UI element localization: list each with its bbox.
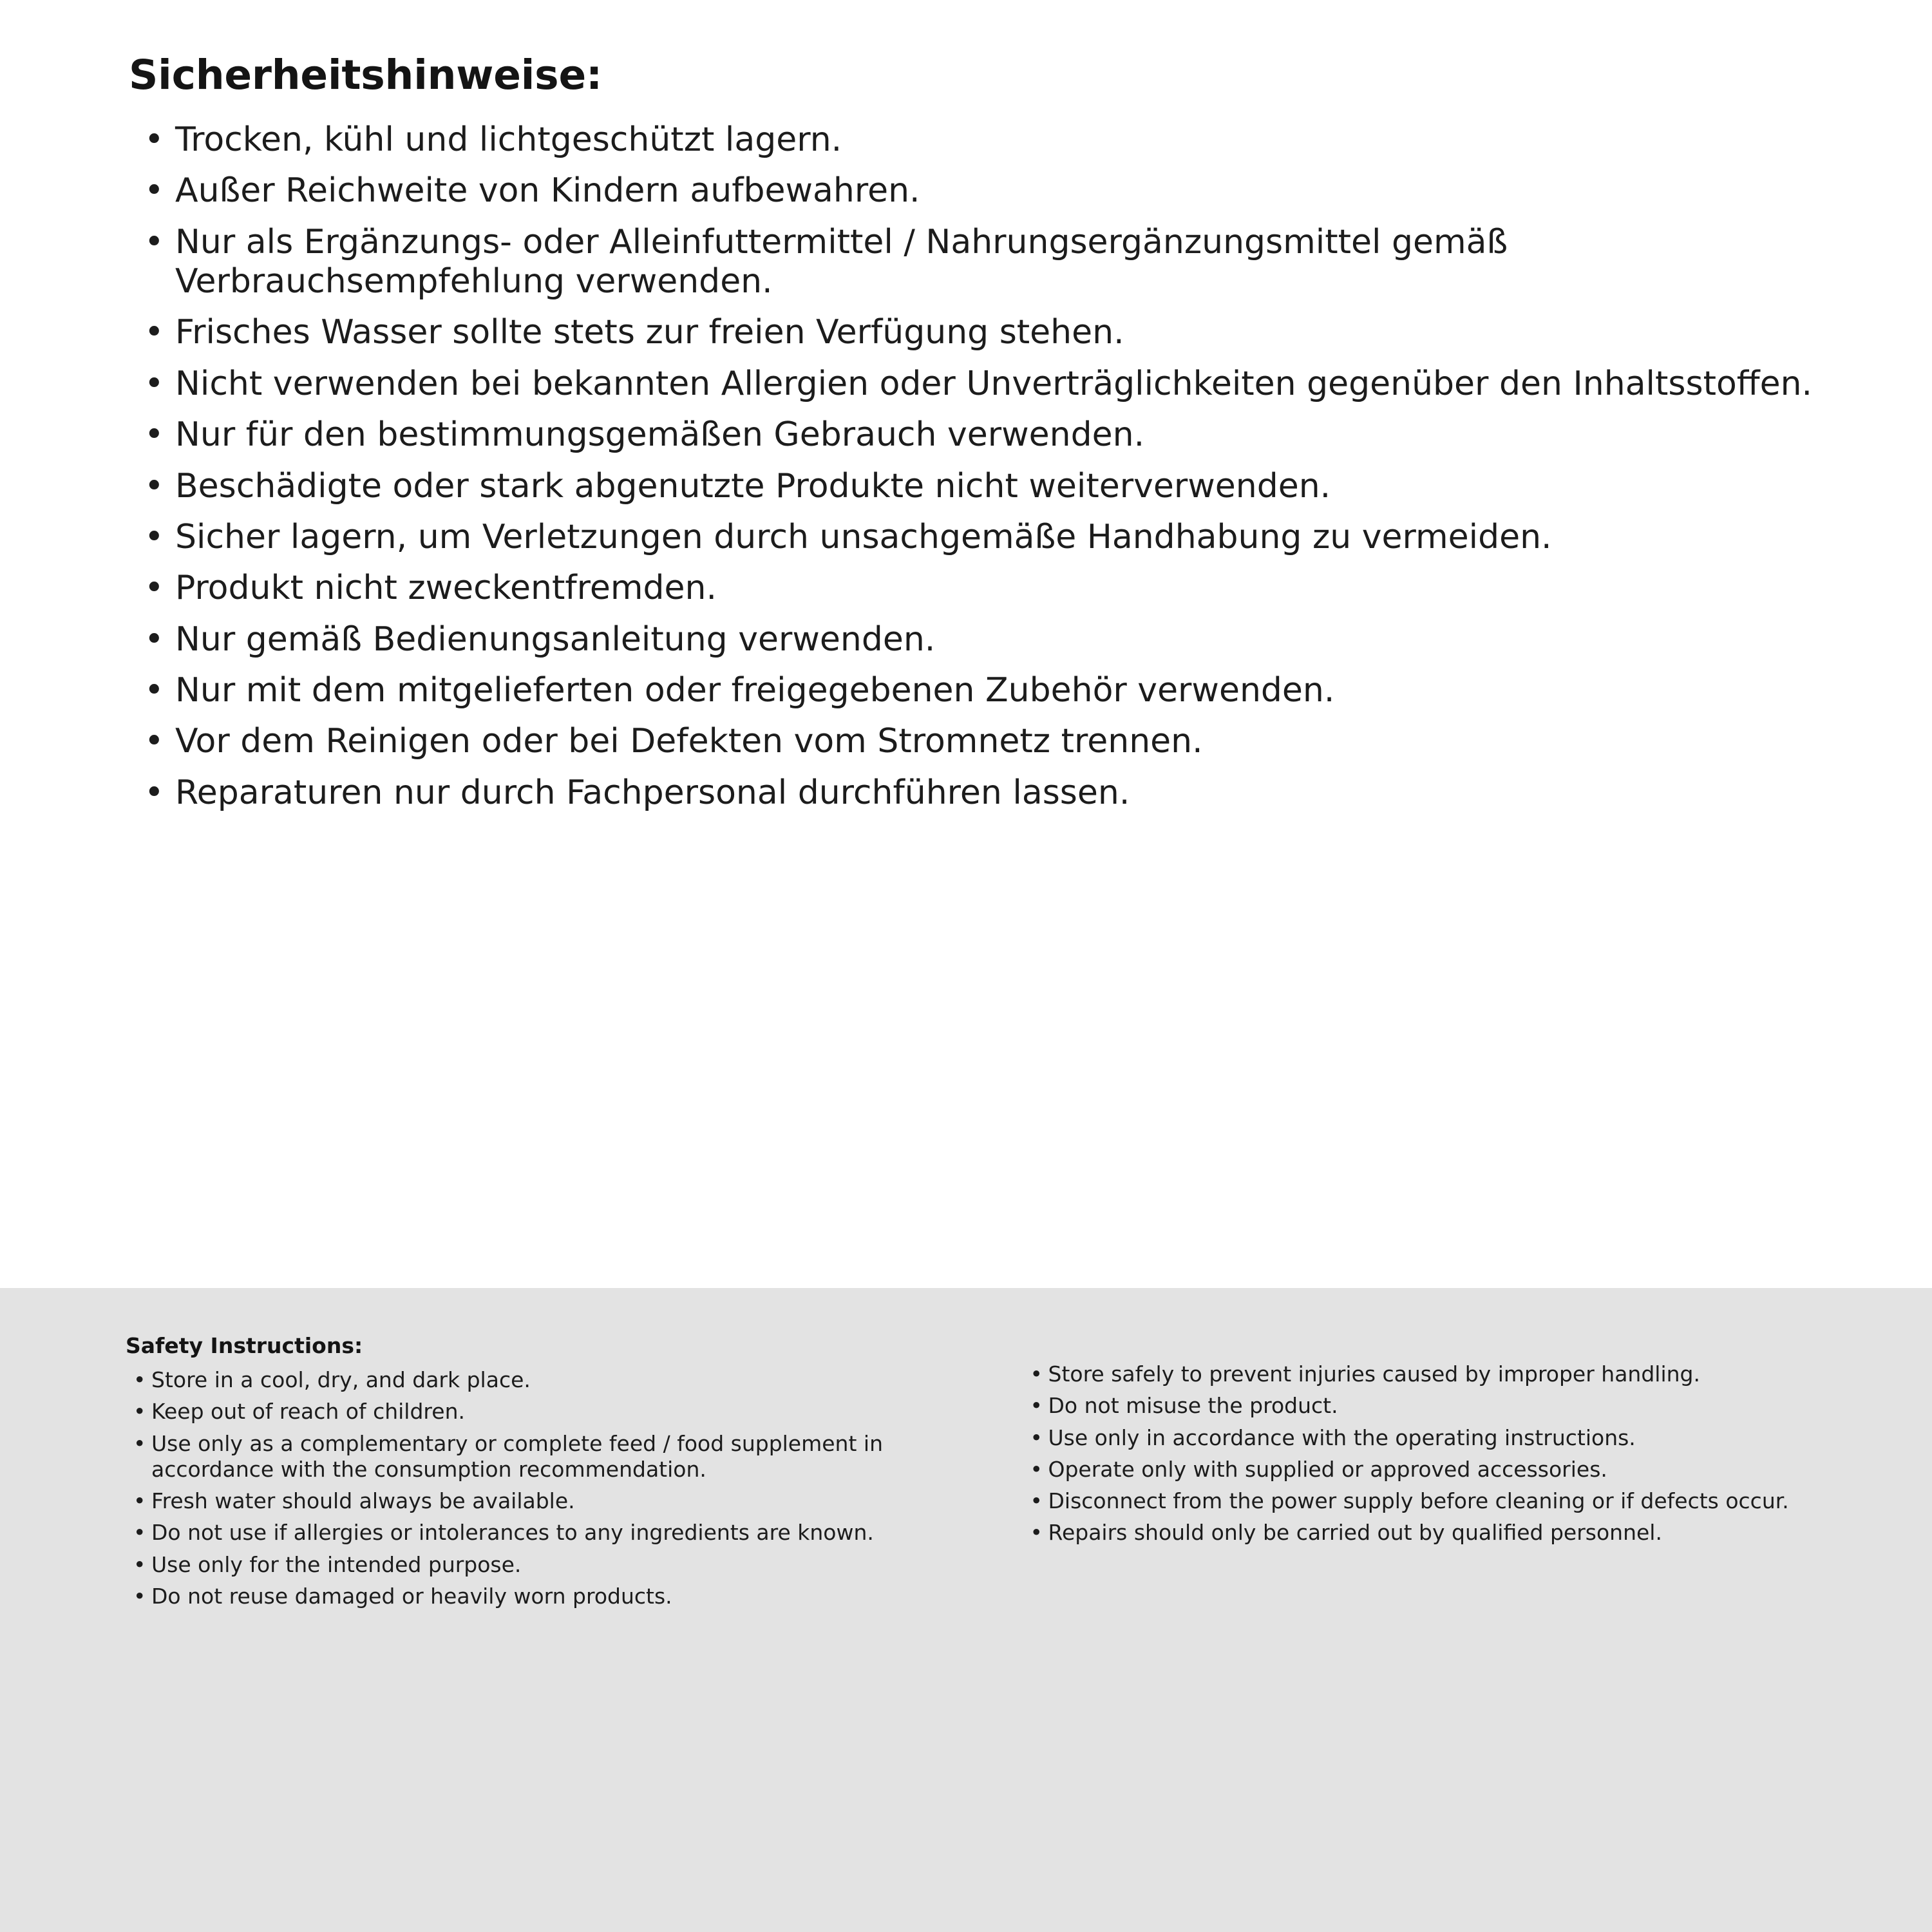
safety-list-item: • Do not reuse damaged or heavily worn products.: [126, 1584, 965, 1609]
safety-list-item: • Use only for the intended purpose.: [126, 1552, 965, 1578]
safety-list-item: • Operate only with supplied or approved accessories.: [1023, 1457, 1862, 1482]
english-column-left: [126, 1333, 965, 1893]
safety-list-item: • Do not misuse the product.: [1023, 1393, 1862, 1419]
safety-list-item: • Nur als Ergänzungs- oder Alleinfuttermittel / Nahrungsergänzungsmittel gemäß Verbrauchsempfehlung verwenden.: [129, 223, 1868, 302]
safety-list-item: • Nur gemäß Bedienungsanleitung verwenden.: [129, 620, 1868, 659]
safety-list-item: • Repairs should only be carried out by qualified personnel.: [1023, 1520, 1862, 1546]
safety-list-item: • Beschädigte oder stark abgenutzte Produkte nicht weiterverwenden.: [129, 467, 1868, 506]
safety-list-item: • Vor dem Reinigen oder bei Defekten vom Stromnetz trennen.: [129, 722, 1868, 761]
safety-list-item: • Reparaturen nur durch Fachpersonal durchführen lassen.: [129, 773, 1868, 813]
safety-list-item: • Produkt nicht zweckentfremden.: [129, 569, 1868, 608]
german-safety-list: [129, 120, 1868, 813]
safety-list-item: • Frisches Wasser sollte stets zur freien Verfügung stehen.: [129, 313, 1868, 352]
safety-list-item: • Fresh water should always be available.: [126, 1488, 965, 1514]
english-safety-list-right: [1023, 1361, 1862, 1546]
safety-list-item: • Disconnect from the power supply before cleaning or if defects occur.: [1023, 1488, 1862, 1514]
english-safety-list-left: [126, 1367, 965, 1609]
english-section-title: Safety Instructions:: [126, 1333, 363, 1358]
english-column-right: [1023, 1333, 1862, 1893]
english-safety-section: [0, 1288, 1932, 1932]
safety-list-item: • Sicher lagern, um Verletzungen durch unsachgemäße Handhabung zu vermeiden.: [129, 518, 1868, 557]
safety-list-item: • Nur mit dem mitgelieferten oder freigegebenen Zubehör verwenden.: [129, 671, 1868, 710]
safety-list-item: • Store in a cool, dry, and dark place.: [126, 1367, 965, 1393]
safety-list-item: • Use only as a complementary or complete feed / food supplement in accordance with the consumption recommendation.: [126, 1431, 965, 1483]
safety-list-item: • Nur für den bestimmungsgemäßen Gebrauch verwenden.: [129, 415, 1868, 455]
safety-list-item: • Keep out of reach of children.: [126, 1399, 965, 1425]
safety-list-item: • Use only in accordance with the operating instructions.: [1023, 1425, 1862, 1451]
safety-list-item: • Trocken, kühl und lichtgeschützt lagern.: [129, 120, 1868, 160]
safety-list-item: • Außer Reichweite von Kindern aufbewahren.: [129, 171, 1868, 211]
safety-list-item: • Store safely to prevent injuries caused by improper handling.: [1023, 1361, 1862, 1387]
german-section-title: Sicherheitshinweise:: [129, 52, 602, 99]
safety-list-item: • Do not use if allergies or intolerances to any ingredients are known.: [126, 1520, 965, 1546]
safety-list-item: • Nicht verwenden bei bekannten Allergien oder Unverträglichkeiten gegenüber den Inhaltsstoffen.: [129, 365, 1868, 404]
